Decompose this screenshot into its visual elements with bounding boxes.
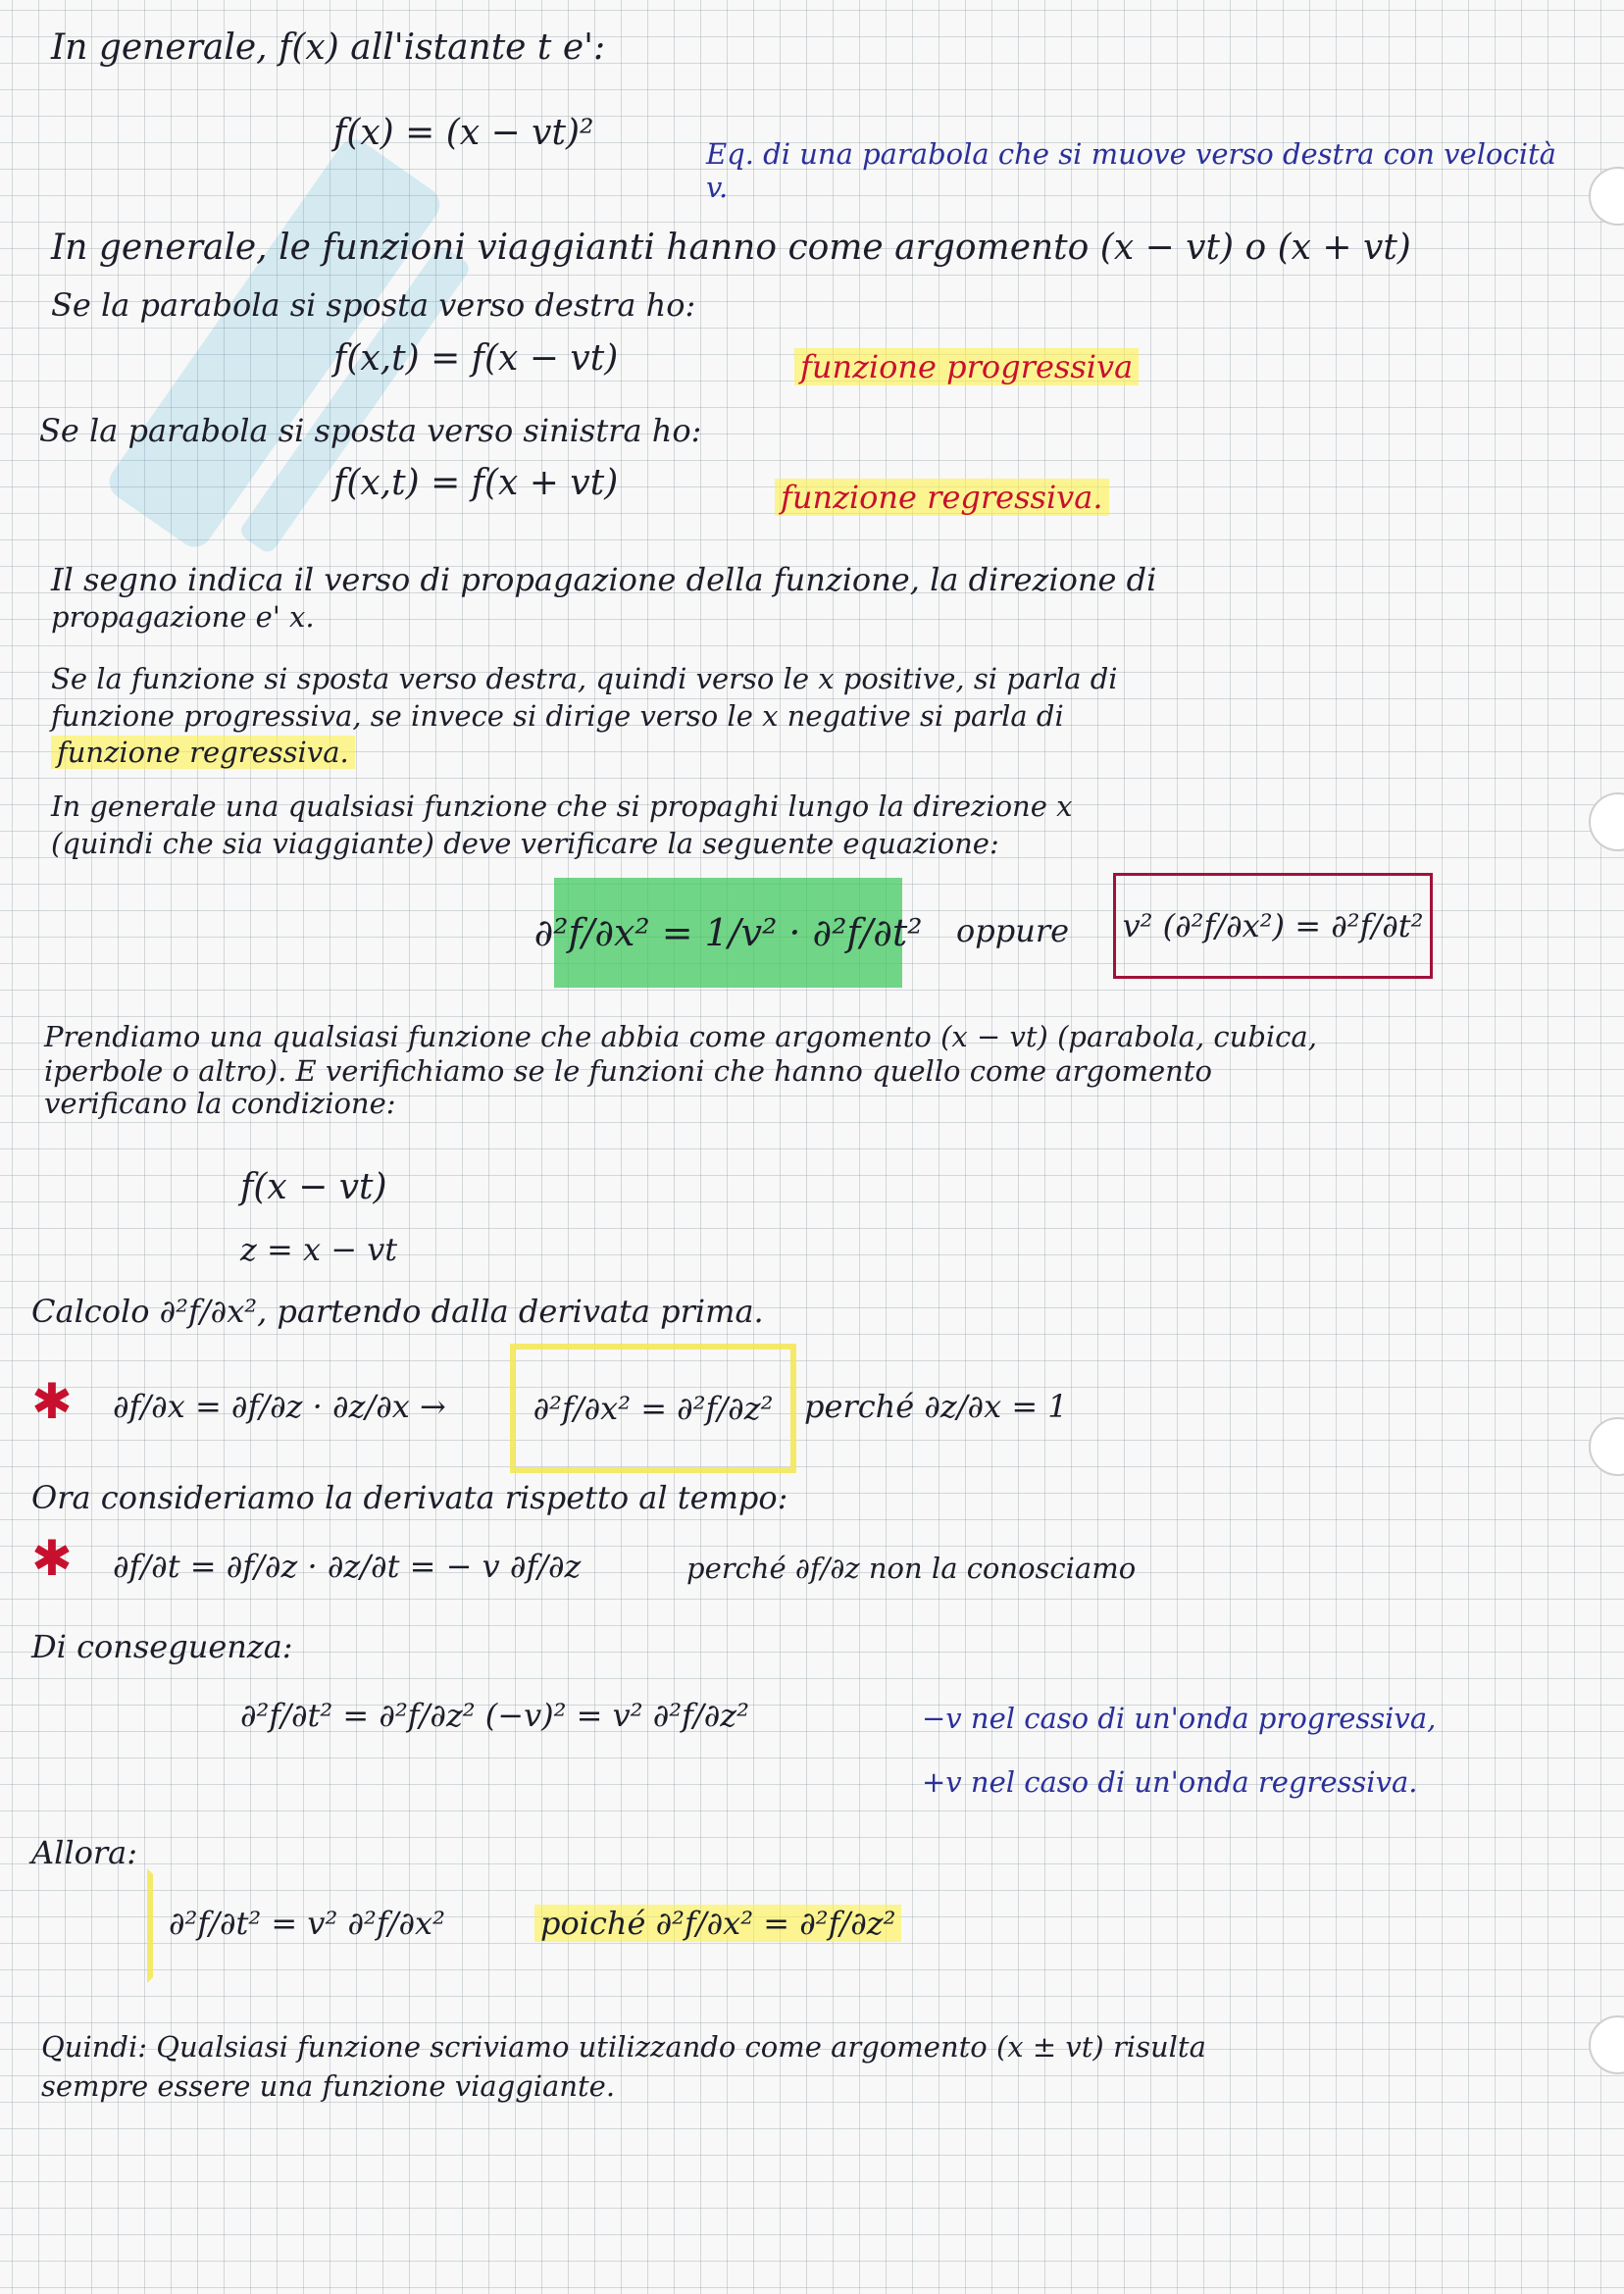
line-calcolo: Calcolo ∂²f/∂x², partendo dalla derivata prima. [31, 1293, 764, 1330]
equation-d2f-dt2: ∂²f/∂t² = ∂²f/∂z² (−v)² = v² ∂²f/∂z² [240, 1697, 749, 1734]
equation-df-dt: ∂f/∂t = ∂f/∂z · ∂z/∂t = − v ∂f/∂z [113, 1548, 582, 1585]
equation-parabola: f(x) = (x − vt)² [333, 113, 594, 153]
equation-df-dx: ∂f/∂x = ∂f/∂z · ∂z/∂x → [113, 1388, 446, 1425]
equation-regressiva: f(x,t) = f(x + vt) [333, 463, 619, 503]
line-segno: Il segno indica il verso di propagazione della funzione, la direzione di [51, 561, 1157, 598]
line-funzione-regressiva: funzione regressiva. [51, 736, 355, 769]
note-parabola: Eq. di una parabola che si muove verso destra con velocità v. [706, 137, 1556, 204]
line-non-conosciamo: perché ∂f/∂z non la conosciamo [686, 1552, 1137, 1585]
line-qualsiasi: In generale una qualsiasi funzione che si propaghi lungo la direzione x [51, 790, 1073, 823]
wave-equation-box: ∂²f/∂x² = 1/v² · ∂²f/∂t² [554, 878, 902, 988]
equation-progressiva: f(x,t) = f(x − vt) [333, 338, 619, 379]
second-derivative-box: ∂²f/∂x² = ∂²f/∂z² [510, 1344, 796, 1473]
line-perche-dz: perché ∂z/∂x = 1 [804, 1388, 1068, 1425]
line-tempo: Ora consideriamo la derivata rispetto al tempo: [31, 1479, 788, 1516]
line-quindi: Quindi: Qualsiasi funzione scriviamo utilizzando come argomento (x ± vt) risulta [41, 2030, 1206, 2064]
equation-final: ∂²f/∂t² = v² ∂²f/∂x² [169, 1905, 445, 1942]
punch-hole [1589, 167, 1624, 226]
label-regressiva: funzione regressiva. [775, 479, 1109, 516]
star-mark: ✱ [31, 1530, 73, 1587]
line-propagazione: propagazione e' x. [51, 600, 315, 634]
line-viaggiante: sempre essere una funzione viaggiante. [41, 2069, 616, 2103]
line-sinistra: Se la parabola si sposta verso sinistra ho: [39, 412, 702, 449]
line-destra: Se la parabola si sposta verso destra ho: [51, 286, 696, 324]
line-prendiamo: Prendiamo una qualsiasi funzione che abbia come argomento (x − vt) (parabola, cubica, [44, 1020, 1317, 1053]
note-progressiva: −v nel caso di un'onda progressiva, [922, 1702, 1437, 1735]
note-regressiva: +v nel caso di un'onda regressiva. [922, 1765, 1418, 1799]
star-mark: ✱ [31, 1373, 73, 1430]
line-viaggianti: In generale, le funzioni viaggianti hanno come argomento (x − vt) o (x + vt) [51, 228, 1411, 268]
label-oppure: oppure [956, 912, 1070, 949]
punch-hole [1589, 2015, 1624, 2074]
line-condizione: verificano la condizione: [44, 1087, 396, 1120]
line-allora: Allora: [31, 1834, 137, 1871]
line-verso-destra: Se la funzione si sposta verso destra, quindi verso le x positive, si parla di [51, 662, 1118, 695]
equation-z: z = x − vt [240, 1231, 398, 1268]
punch-hole [1589, 792, 1624, 851]
label-progressiva: funzione progressiva [794, 348, 1139, 385]
line-verifichiamo: iperbole o altro). E verifichiamo se le funzioni che hanno quello come argomento [44, 1054, 1212, 1088]
line-equazione: (quindi che sia viaggiante) deve verificare la seguente equazione: [51, 827, 999, 860]
equation-poiche: poiché ∂²f/∂x² = ∂²f/∂z² [534, 1905, 901, 1942]
punch-hole [1589, 1417, 1624, 1476]
line-funzione-progressiva: funzione progressiva, se invece si dirige verso le x negative si parla di [51, 699, 1064, 733]
line-intro: In generale, f(x) all'istante t e': [51, 27, 606, 68]
line-conseguenza: Di conseguenza: [31, 1628, 293, 1665]
wave-equation-alt-box: v² (∂²f/∂x²) = ∂²f/∂t² [1113, 873, 1433, 979]
equation-f: f(x − vt) [240, 1167, 387, 1207]
